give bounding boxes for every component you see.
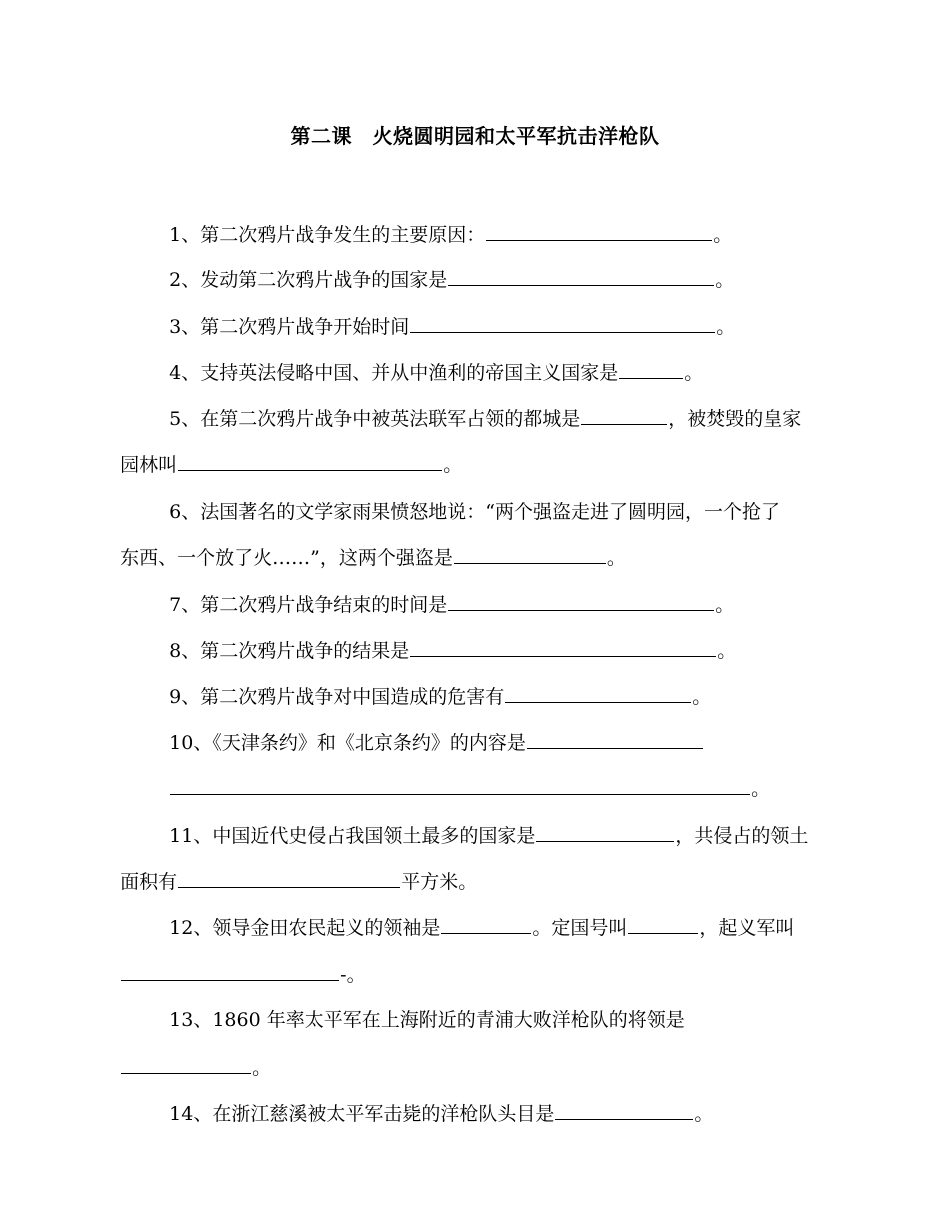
answer-blank[interactable] — [441, 915, 531, 934]
question-text: 12、领导金田农民起义的领袖是 — [169, 917, 441, 939]
answer-blank[interactable] — [628, 915, 698, 934]
question-12-cont: -。 — [96, 938, 366, 1011]
question-11-cont: 面积有 平方米。 — [120, 871, 478, 893]
answer-blank[interactable] — [581, 406, 667, 425]
question-5: 5、在第二次鸦片战争中被英法联军占领的都城是 ，被焚毁的皇家 — [169, 408, 802, 430]
answer-blank[interactable] — [527, 730, 703, 749]
answer-blank[interactable] — [454, 545, 606, 564]
question-7: 7、第二次鸦片战争结束的时间是 。 — [169, 594, 735, 616]
question-6-cont: 东西、一个放了火……”，这两个强盗是 。 — [120, 547, 626, 569]
answer-blank[interactable] — [410, 638, 716, 657]
answer-blank[interactable] — [505, 684, 691, 703]
answer-blank[interactable] — [536, 823, 674, 842]
question-1: 1、第二次鸦片战争发生的主要原因： 。 — [169, 224, 733, 246]
question-10-cont: 。 — [145, 752, 770, 825]
question-text: 14、在浙江慈溪被太平军击毙的洋枪队头目是 — [169, 1103, 555, 1125]
question-12: 12、领导金田农民起义的领袖是 。定国号叫 ，起义军叫 — [169, 917, 795, 939]
question-8: 8、第二次鸦片战争的结果是 。 — [169, 640, 737, 662]
answer-blank[interactable] — [178, 869, 400, 888]
answer-blank[interactable] — [178, 452, 442, 471]
question-4: 4、支持英法侵略中国、并从中渔利的帝国主义国家是 。 — [169, 362, 704, 384]
question-2: 2、发动第二次鸦片战争的国家是 。 — [169, 269, 735, 291]
question-9: 9、第二次鸦片战争对中国造成的危害有 。 — [169, 686, 712, 708]
answer-blank[interactable] — [121, 1055, 251, 1074]
question-text: 4、支持英法侵略中国、并从中渔利的帝国主义国家是 — [169, 362, 619, 384]
question-5-cont: 园林叫 。 — [120, 454, 463, 476]
question-14: 14、在浙江慈溪被太平军击毙的洋枪队头目是 。 — [169, 1103, 714, 1125]
question-text: 8、第二次鸦片战争的结果是 — [169, 640, 410, 662]
question-text: 5、在第二次鸦片战争中被英法联军占领的都城是 — [169, 408, 581, 430]
question-11: 11、中国近代史侵占我国领土最多的国家是 ，共侵占的领土 — [169, 825, 809, 847]
answer-blank[interactable] — [121, 962, 339, 981]
question-text: 7、第二次鸦片战争结束的时间是 — [169, 594, 448, 616]
question-text: 10、《天津条约》和《北京条约》的内容是 — [169, 732, 526, 754]
question-text: 3、第二次鸦片战争开始时间 — [169, 316, 410, 338]
question-13-cont: 。 — [96, 1031, 271, 1104]
answer-blank[interactable] — [448, 592, 714, 611]
answer-blank[interactable] — [555, 1101, 693, 1120]
question-text: 1、第二次鸦片战争发生的主要原因： — [169, 224, 486, 246]
answer-blank[interactable] — [619, 360, 683, 379]
page-title: 第二课 火烧圆明园和太平军抗击洋枪队 — [290, 124, 660, 148]
answer-blank[interactable] — [410, 314, 715, 333]
question-text: 11、中国近代史侵占我国领土最多的国家是 — [169, 825, 536, 847]
question-3: 3、第二次鸦片战争开始时间 。 — [169, 316, 736, 338]
question-text: 6、法国著名的文学家雨果愤怒地说：“两个强盗走进了圆明园，一个抢了 — [169, 501, 780, 523]
answer-blank[interactable] — [448, 267, 714, 286]
question-text: 9、第二次鸦片战争对中国造成的危害有 — [169, 686, 505, 708]
question-text: 2、发动第二次鸦片战争的国家是 — [169, 269, 448, 291]
answer-blank[interactable] — [486, 222, 712, 241]
question-text: 13、1860 年率太平军在上海附近的青浦大败洋枪队的将领是 — [169, 1009, 685, 1031]
answer-blank[interactable] — [170, 776, 750, 795]
